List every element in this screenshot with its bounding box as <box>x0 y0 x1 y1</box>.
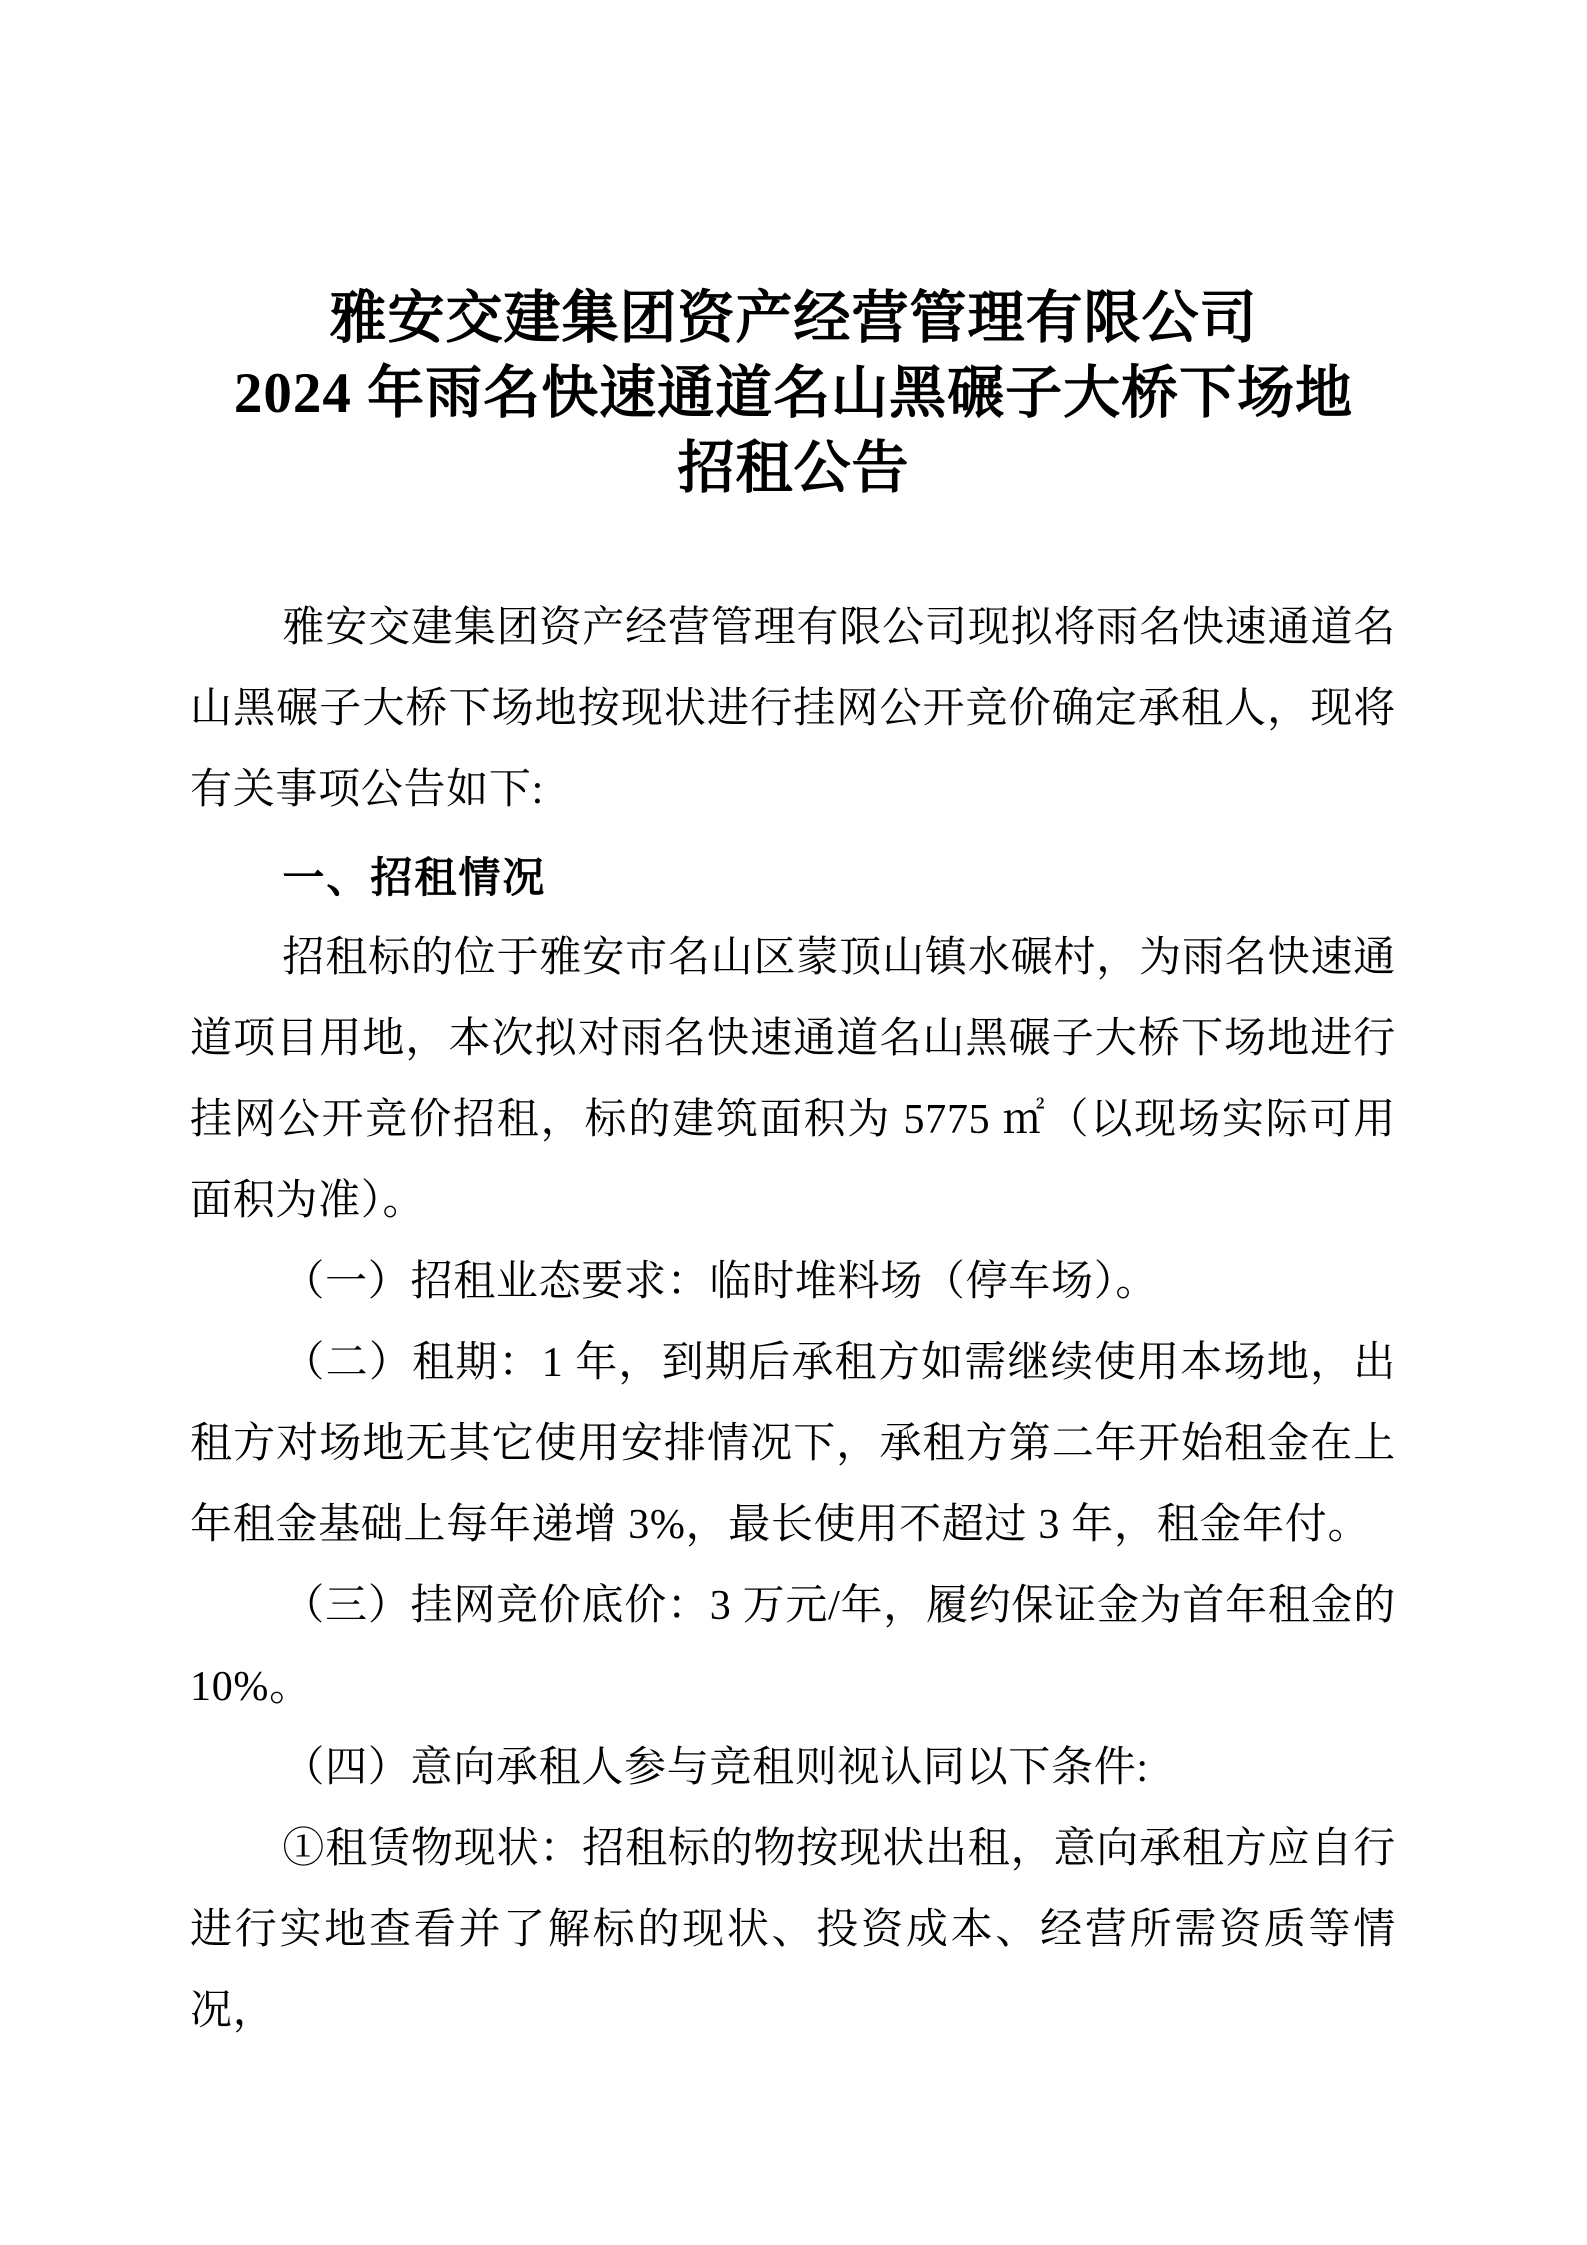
title-line-company: 雅安交建集团资产经营管理有限公司 <box>329 287 1258 350</box>
paragraph-intro: 雅安交建集团资产经营管理有限公司现拟将雨名快速通道名山黑碾子大桥下场地按现状进行挂网公开竞价确定承租人，现将有关事项公告如下: <box>190 605 1396 813</box>
paragraph-item-2-lease-term: （二）租期：1 年，到期后承租方如需继续使用本场地，出租方对场地无其它使用安排情况下，承租方第二年开始租金在上年租金基础上每年递增 3%，最长使用不超过 3 年，租金年付。 <box>190 1340 1396 1548</box>
paragraph-item-3-base-price: （三）挂网竞价底价：3 万元/年，履约保证金为首年租金的 10%。 <box>190 1583 1396 1710</box>
paragraph-item-1-business-type: （一）招租业态要求：临时堆料场（停车场）。 <box>282 1259 1159 1305</box>
document-body <box>190 588 1396 2052</box>
section-heading-leasing-overview: 一、招租情况 <box>282 854 547 901</box>
title-line-project: 2024 年雨名快速通道名山黑碾子大桥下场地 <box>233 362 1354 425</box>
paragraph-item-4-conditions-intro: （四）意向承租人参与竞租则视认同以下条件: <box>282 1745 1149 1791</box>
title-line-notice: 招租公告 <box>677 437 910 500</box>
paragraph-property-description: 招租标的位于雅安市名山区蒙顶山镇水碾村，为雨名快速通道项目用地，本次拟对雨名快速通道名山黑碾子大桥下场地进行挂网公开竞价招租，标的建筑面积为 5775 ㎡（以现场实际可用面积为准）。 <box>190 935 1396 1224</box>
document-title <box>95 281 1492 506</box>
paragraph-condition-1-current-state: ①租赁物现状：招租标的物按现状出租，意向承租方应自行进行实地查看并了解标的现状、投资成本、经营所需资质等情况， <box>190 1826 1396 2034</box>
